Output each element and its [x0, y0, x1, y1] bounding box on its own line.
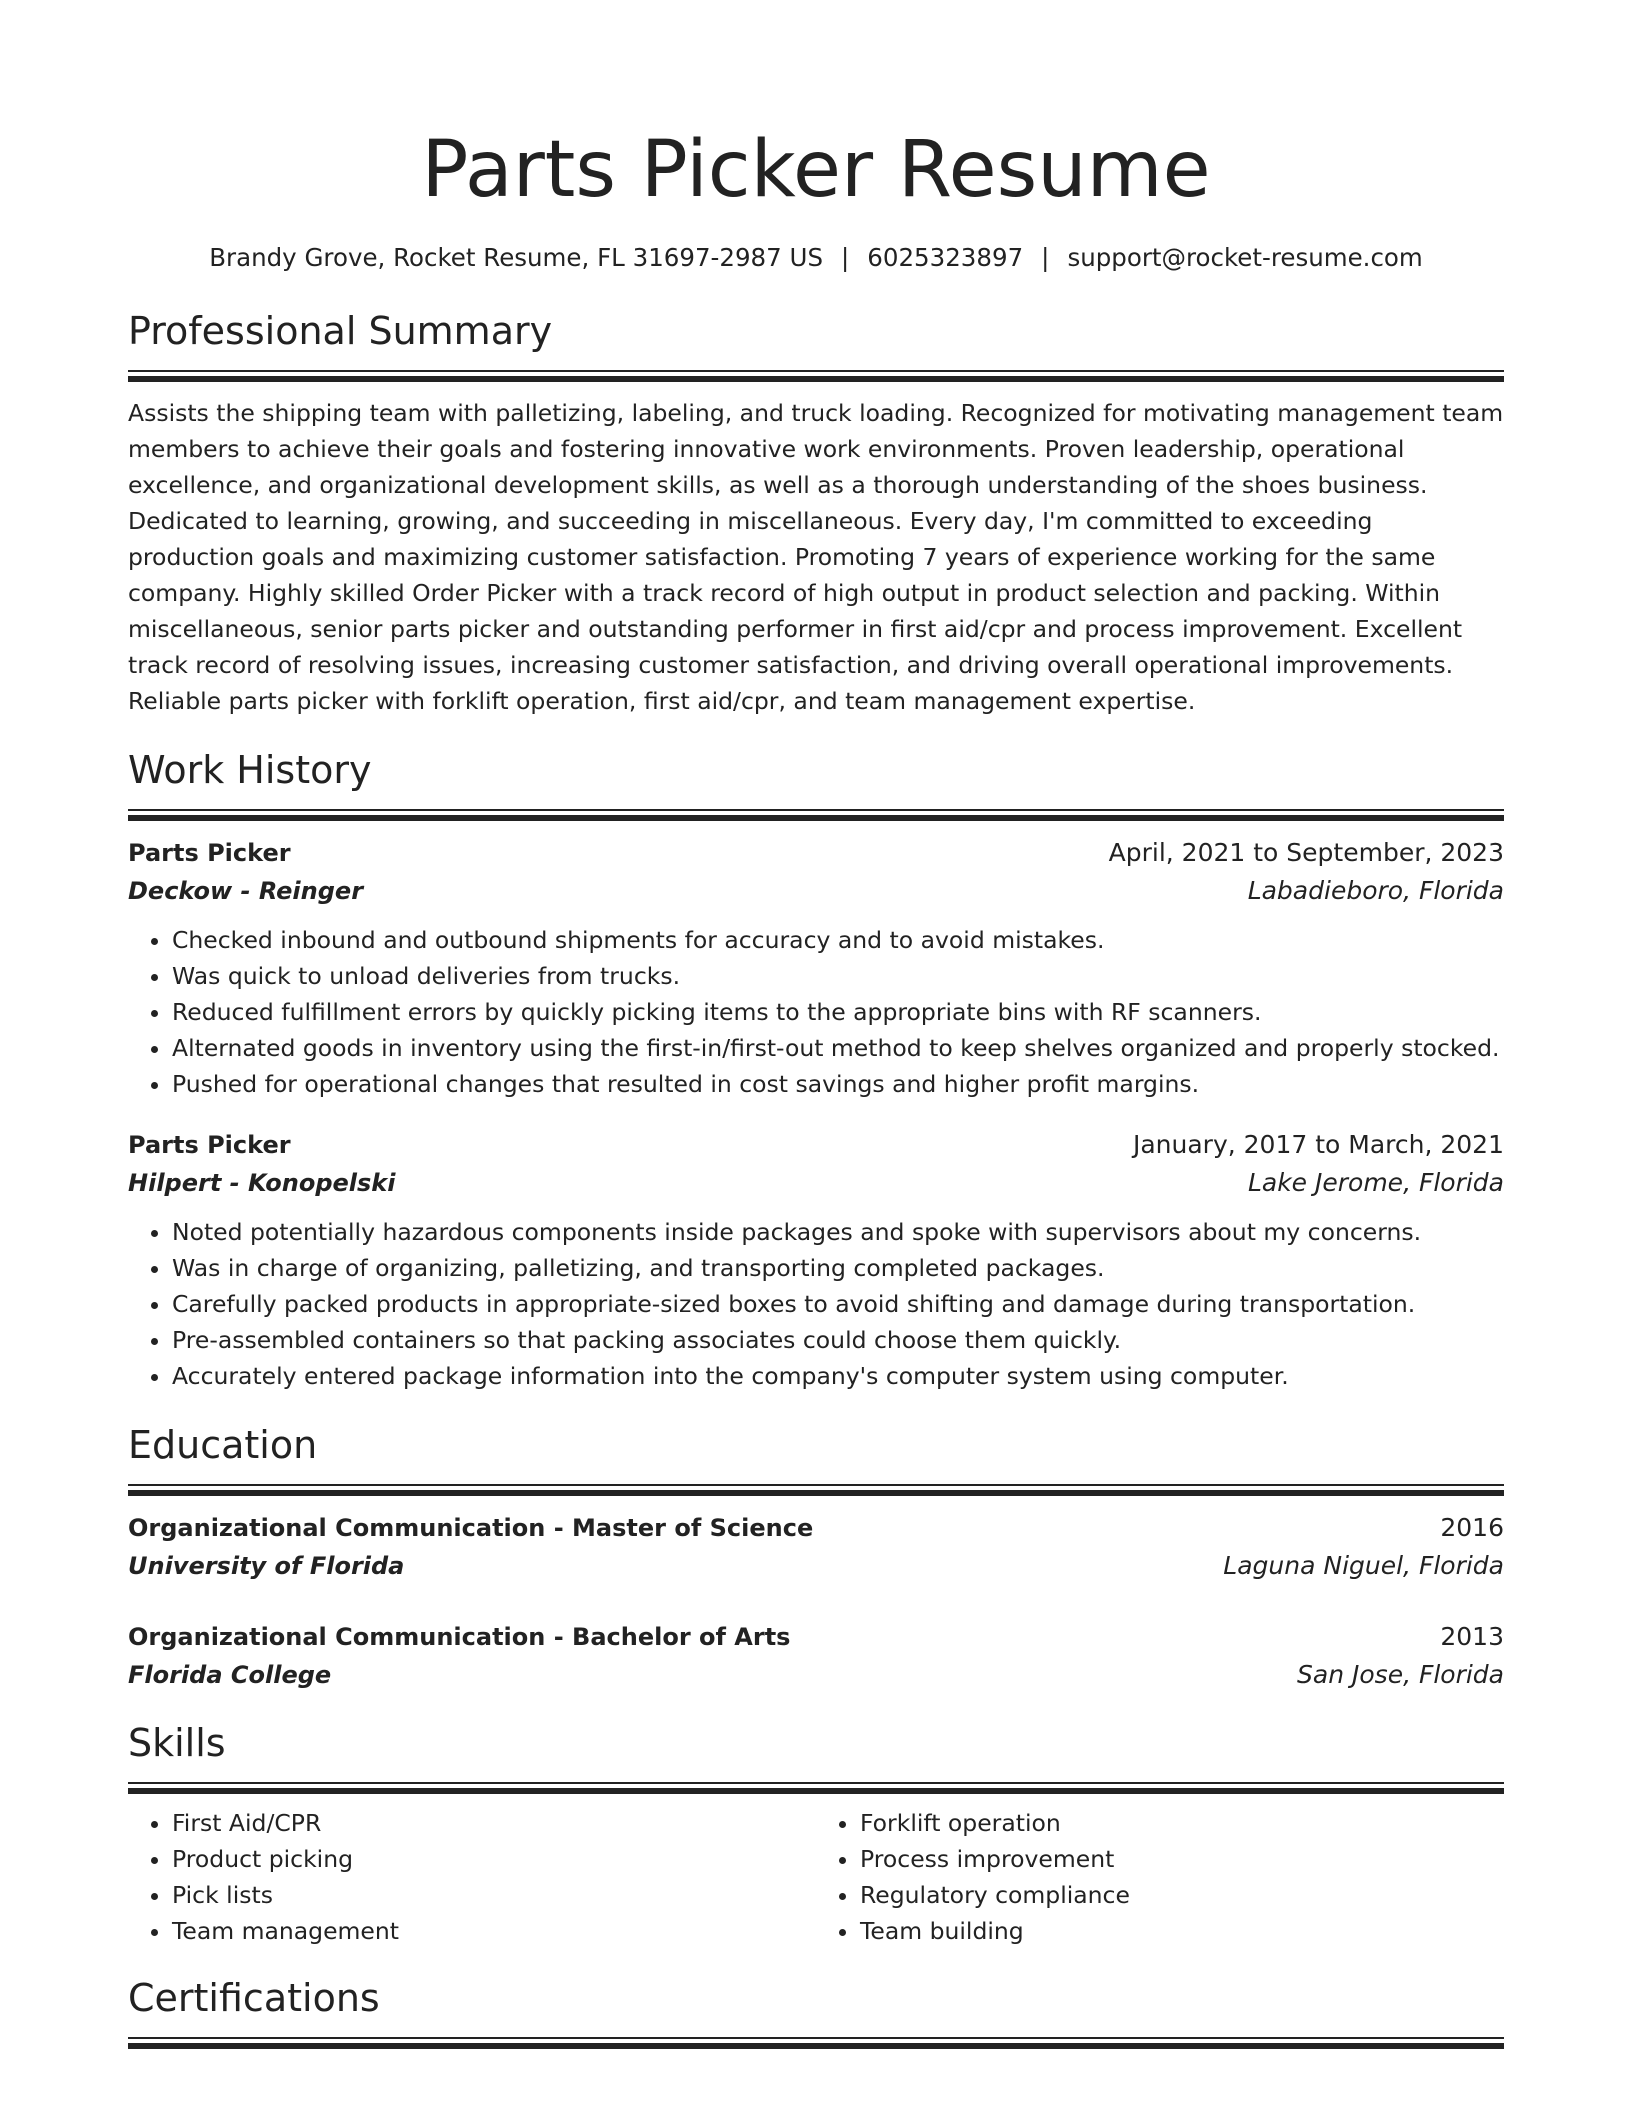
skills-list: [816, 1805, 1504, 1949]
work-history-section: [128, 745, 1504, 1394]
skills-column-right: [816, 1805, 1504, 1949]
certifications-section: [128, 1973, 1504, 2048]
education-location: San Jose, Florida: [1297, 1660, 1504, 1689]
summary-section: [128, 306, 1504, 719]
summary-heading: Professional Summary: [128, 309, 553, 353]
section-divider: [128, 2037, 1504, 2048]
section-divider: [128, 1484, 1504, 1495]
job-company: Deckow - Reinger: [128, 877, 364, 905]
education-school-row: [128, 1656, 1504, 1694]
job-company-row: [128, 872, 1504, 910]
education-degree: Organizational Communication - Bachelor of Arts: [128, 1623, 791, 1651]
job-entry: [128, 1126, 1504, 1394]
section-divider: [128, 809, 1504, 820]
skills-column-left: [128, 1805, 816, 1949]
education-header-row: [128, 1509, 1504, 1547]
contact-email: support@rocket-resume.com: [1067, 243, 1423, 272]
section-divider: [128, 1782, 1504, 1793]
list-item: • Carefully packed products in appropriate-sized boxes to avoid shifting and damage during transportation.: [172, 1286, 1504, 1322]
skill-item: • Team building: [860, 1913, 1504, 1949]
education-year: 2016: [1440, 1513, 1504, 1542]
education-degree: Organizational Communication - Master of Science: [128, 1514, 814, 1542]
job-header-row: [128, 834, 1504, 872]
contact-separator: |: [1041, 243, 1050, 272]
contact-phone: 6025323897: [867, 243, 1024, 272]
skill-item: • Pick lists: [172, 1877, 816, 1913]
list-item: • Pushed for operational changes that resulted in cost savings and higher profit margins.: [172, 1066, 1504, 1102]
list-item: • Checked inbound and outbound shipments for accuracy and to avoid mistakes.: [172, 922, 1504, 958]
job-location: Lake Jerome, Florida: [1247, 1168, 1504, 1197]
job-title: Parts Picker: [128, 839, 291, 867]
certifications-heading: Certifications: [128, 1976, 380, 2020]
contact-separator: |: [841, 243, 850, 272]
job-company-row: [128, 1164, 1504, 1202]
job-dates: April, 2021 to September, 2023: [1108, 838, 1504, 867]
skill-item: • Team management: [172, 1913, 816, 1949]
education-location: Laguna Niguel, Florida: [1223, 1551, 1504, 1580]
skills-grid: [128, 1805, 1504, 1949]
skill-item: • Product picking: [172, 1841, 816, 1877]
list-item: • Alternated goods in inventory using the first-in/first-out method to keep shelves organized and properly stocked.: [172, 1030, 1504, 1066]
skills-section: [128, 1718, 1504, 1949]
education-entry: [128, 1618, 1504, 1694]
education-entry: [128, 1509, 1504, 1585]
contact-address: Brandy Grove, Rocket Resume, FL 31697-2987 US: [209, 243, 824, 272]
skill-item: • Regulatory compliance: [860, 1877, 1504, 1913]
skill-item: • Process improvement: [860, 1841, 1504, 1877]
job-company: Hilpert - Konopelski: [128, 1169, 396, 1197]
job-dates: January, 2017 to March, 2021: [1132, 1130, 1504, 1159]
education-year: 2013: [1440, 1622, 1504, 1651]
list-item: • Reduced fulfillment errors by quickly picking items to the appropriate bins with RF scanners.: [172, 994, 1504, 1030]
education-school: Florida College: [128, 1661, 332, 1689]
list-item: • Was quick to unload deliveries from trucks.: [172, 958, 1504, 994]
resume-title: Parts Picker Resume: [421, 125, 1211, 215]
job-title: Parts Picker: [128, 1131, 291, 1159]
education-heading: Education: [128, 1423, 318, 1467]
job-header-row: [128, 1126, 1504, 1164]
section-divider: [128, 370, 1504, 381]
job-bullets: [128, 922, 1504, 1102]
list-item: • Accurately entered package information into the company's computer system using computer.: [172, 1358, 1504, 1394]
skills-heading: Skills: [128, 1721, 226, 1765]
skills-list: [128, 1805, 816, 1949]
summary-text: Assists the shipping team with palletizing, labeling, and truck loading. Recognized for motivating management team members to achieve their goals and fostering innovative work environments. Proven leadership, operational excellence, and organizational development skills, as well as a thorough understanding of the shoes business. Dedicated to learning, growing, and succeeding in miscellaneous. Every day, I'm committed to exceeding production goals and maximizing customer satisfaction. Promoting 7 years of experience working for the same company. Highly skilled Order Picker with a track record of high output in product selection and packing. Within miscellaneous, senior parts picker and outstanding performer in first aid/cpr and process improvement. Excellent track record of resolving issues, increasing customer satisfaction, and driving overall operational improvements. Reliable parts picker with forklift operation, first aid/cpr, and team management expertise.: [128, 399, 1504, 715]
job-entry: [128, 834, 1504, 1102]
education-section: [128, 1420, 1504, 1694]
work-history-heading: Work History: [128, 748, 372, 792]
skill-item: • First Aid/CPR: [172, 1805, 816, 1841]
education-school-row: [128, 1547, 1504, 1585]
list-item: • Pre-assembled containers so that packing associates could choose them quickly.: [172, 1322, 1504, 1358]
list-item: • Noted potentially hazardous components inside packages and spoke with supervisors about my concerns.: [172, 1214, 1504, 1250]
skill-item: • Forklift operation: [860, 1805, 1504, 1841]
job-bullets: [128, 1214, 1504, 1394]
job-location: Labadieboro, Florida: [1247, 876, 1504, 905]
contact-line: [128, 240, 1504, 276]
education-header-row: [128, 1618, 1504, 1656]
list-item: • Was in charge of organizing, palletizing, and transporting completed packages.: [172, 1250, 1504, 1286]
education-school: University of Florida: [128, 1552, 405, 1580]
